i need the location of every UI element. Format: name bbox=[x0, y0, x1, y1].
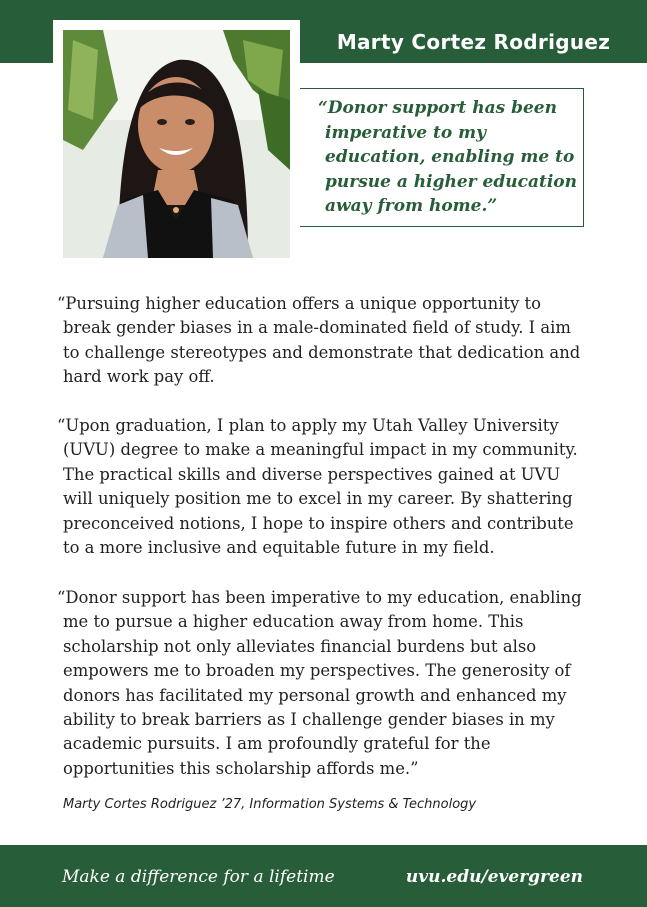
student-name: Marty Cortez Rodriguez bbox=[336, 30, 611, 54]
footer-tagline: Make a difference for a lifetime bbox=[62, 867, 335, 887]
attribution: Marty Cortes Rodriguez ’27, Information Systems & Technology bbox=[63, 797, 477, 812]
paragraph-1: “Pursuing higher education offers a unique opportunity to break gender biases in a male-dominated field of study. I aim to challenge stereotypes and demonstrate that dedication and hard work pay off. bbox=[57, 294, 581, 387]
paragraph-2: “Upon graduation, I plan to apply my Utah Valley University (UVU) degree to make a meaningful impact in my community. The practical skills and diverse perspectives gained at UVU will uniquely position me to excel in my career. By shattering preconceived notions, I hope to inspire others and contribute to a more inclusive and equitable future in my field. bbox=[57, 416, 578, 558]
paragraph-3: “Donor support has been imperative to my education, enabling me to pursue a higher education away from home. This scholarship not only alleviates financial burdens but also empowers me to broaden my perspectives. The generosity of donors has facilitated my personal growth and enhanced my ability to break barriers as I challenge gender biases in my academic pursuits. I am profoundly grateful for the opportunities this scholarship affords me.” bbox=[57, 588, 582, 778]
pull-quote: “Donor support has been imperative to my education, enabling me to pursue a higher education away from home.” bbox=[318, 98, 577, 216]
footer-url-link[interactable]: uvu.edu/evergreen bbox=[405, 867, 583, 887]
student-portrait-photo bbox=[63, 30, 290, 258]
